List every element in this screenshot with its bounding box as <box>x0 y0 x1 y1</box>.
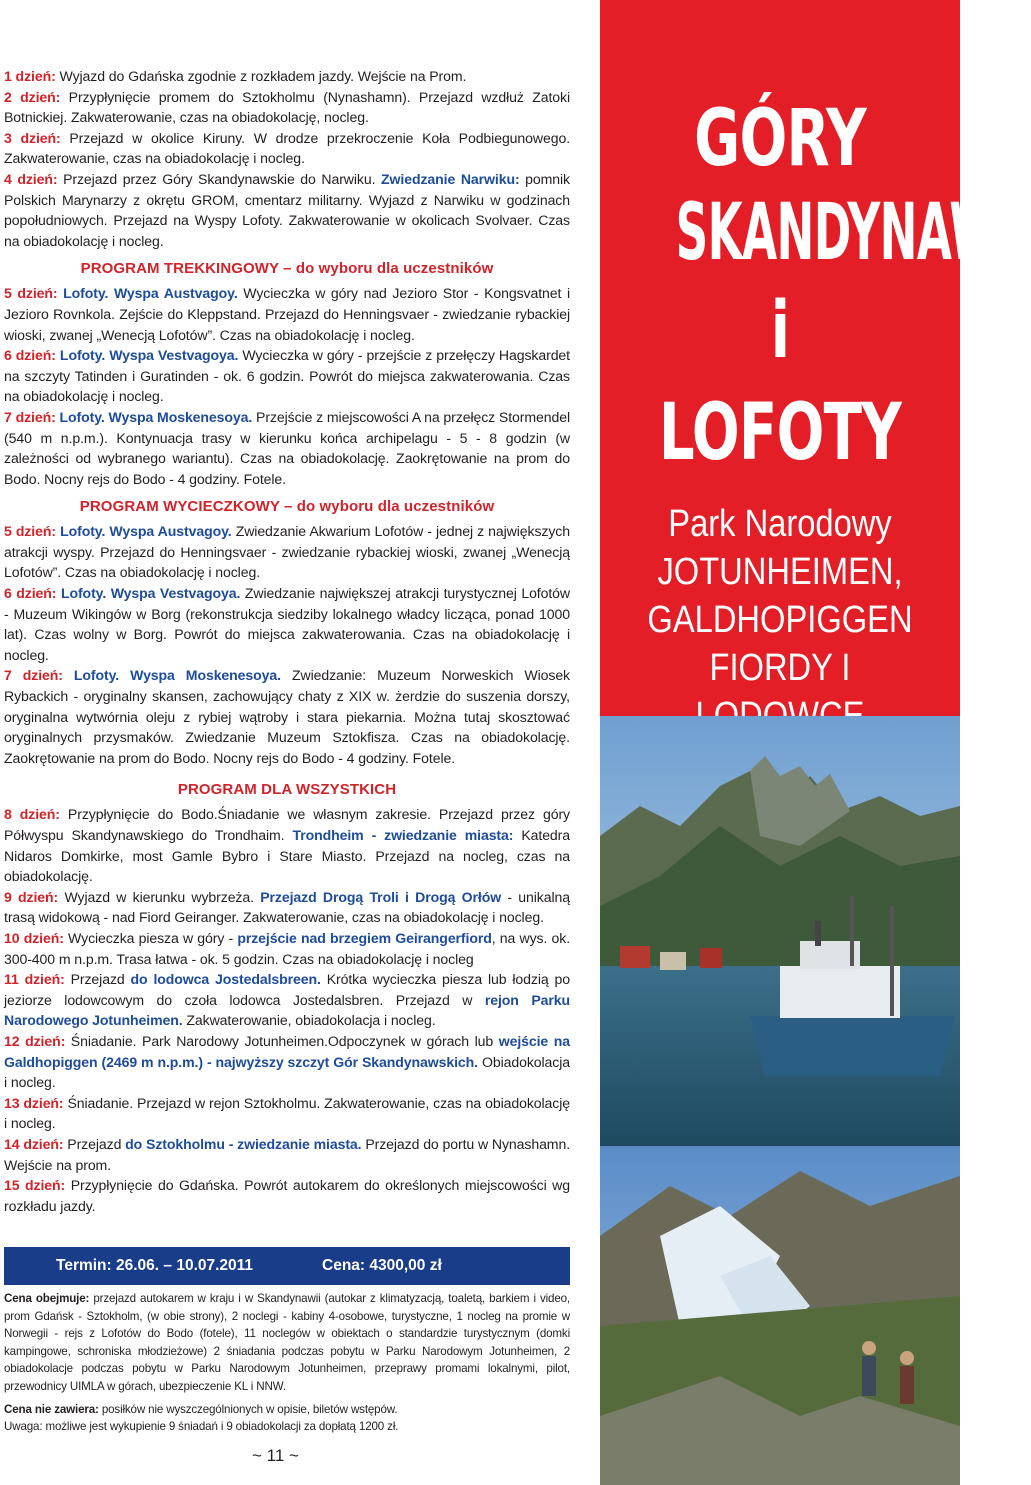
day-4: 4 dzień: Przejazd przez Góry Skandynawskie do Narwiku. Zwiedzanie Narwiku: pomnik Polskich Marynarzy z okrętu GROM, cmentarz militarny. Wyjazd z Narwiku w godzinach popołudniowych. Przejazd na Wyspy Lofoty. Zakwaterowanie w okolicach Svolvaer. Czas na obiadokolację i nocleg. <box>4 170 570 249</box>
price-notes <box>4 1290 570 1441</box>
day-3: 3 dzień: Przejazd w okolice Kiruny. W drodze przekroczenie Koła Podbiegunowego. Zakwaterowanie, czas na obiadokolację i nocleg. <box>4 129 571 167</box>
title-banner <box>600 0 1031 716</box>
subtitle-line-4: FIORDY I <box>709 647 851 689</box>
day-12: 12 dzień: Śniadanie. Park Narodowy Jotunheimen.Odpoczynek w górach lub wejście na Galdhopiggen (2469 m n.p.m.) - najwyższy szczyt Gór Skandynawskich. Obiadokolacja i nocleg. <box>4 1032 571 1091</box>
trek-day-7: 7 dzień: Lofoty. Wyspa Moskenesoya. Przejście z miejscowości A na przełęcz Stormendel (540 m n.p.m.). Kontynuacja trasy w kierunku końca archipelagu - 5 - 8 godzin (w zależności od wybranego wariantu). Czas na obiadokolację. Zaokrętowanie na prom do Bodo. Nocny rejs do Bodo - 4 godziny. Fotele. <box>4 408 571 487</box>
trekking-heading: PROGRAM TREKKINGOWY – do wyboru dla uczestników <box>80 260 494 278</box>
day-label: 2 dzień: <box>4 88 61 105</box>
itinerary-intro <box>4 66 570 251</box>
trekking-program <box>4 283 570 489</box>
term-label: Termin: 26.06. – 10.07.2011 <box>56 1257 254 1274</box>
title-line-3: i LOFOTY <box>658 286 902 478</box>
price-includes: Cena obejmuje: przejazd autokarem w kraju i w Skandynawii (autokar z klimatyzacją, toaletą, barkiem i video, prom Gdańsk - Sztokholm, (w obie strony), 2 noclegi - kabiny 4-osobowe, turystyczne, 1 nocleg na promie w Norwegii - rejs z Lofotów do Bodo (fotele), 11 noclegów w obiektach o standardzie turystycznym (domki kampingowe, schroniska młodzieżowe) 2 śniadania podczas pobytu w Parku Narodowym Jotunheimen, 2 obiadokolacje podczas pobytu w Parku Narodowym Jotunheimen, przeprawy promami lokalnymi, pilot, przewodnicy UIMLA w górach, ubezpieczenie KL i NNW. <box>4 1292 570 1393</box>
excursion-heading: PROGRAM WYCIECZKOWY – do wyboru dla uczestników <box>79 498 495 516</box>
day-14: 14 dzień: Przejazd do Sztokholmu - zwiedzanie miasta. Przejazd do portu w Nynashamn. Wejście na prom. <box>4 1135 571 1173</box>
subtitle-line-1: Park Narodowy <box>668 503 892 545</box>
day-11: 11 dzień: Przejazd do lodowca Jostedalsbreen. Krótka wycieczka piesza lub łodzią po jeziorze lodowcowym do czoła lodowca Jostedalsbren. Przejazd w rejon Parku Narodowego Jotunheimen. Zakwaterowanie, obiadokolacja i nocleg. <box>4 971 570 1029</box>
day-13: 13 dzień: Śniadanie. Przejazd w rejon Sztokholmu. Zakwaterowanie, czas na obiadokolację i nocleg. <box>4 1094 570 1132</box>
title-line-2: SKANDYNAWII <box>675 188 1031 278</box>
excursion-day-7: 7 dzień: Lofoty. Wyspa Moskenesoya. Zwiedzanie: Muzeum Norweskich Wiosek Rybackich - oryginalny skansen, zachowujący chaty z XIX w. żerdzie do suszenia dorszy, oryginalna wytwórnia oleju z rybiej wątroby i stara piekarnia. Można tutaj skosztować oryginalnych przysmaków. Zwiedzanie Muzeum Sztokfisza. Czas na obiadokolację. Zaokrętowanie na prom do Bodo. Nocny rejs do Bodo - 4 godziny. Fotele. <box>4 667 571 766</box>
day-9: 9 dzień: Wyjazd w kierunku wybrzeża. Przejazd Drogą Troli i Drogą Orłów - unikalną trasą widokową - nad Fiord Geiranger. Zakwaterowanie, czas na obiadokolację i nocleg. <box>4 888 570 926</box>
excursion-day-6: 6 dzień: Lofoty. Wyspa Vestvagoya. Zwiedzanie największej atrakcji turystycznej Lofotów - Muzeum Wikingów w Borg (rekonstrukcja siedziby lokalnego władcy licząca, ponad 1000 lat). Czas wolny w Borg. Powrót do miejsca zakwaterowania. Czas na obiadokolację i nocleg. <box>4 585 570 663</box>
landscape-photo <box>600 716 960 1485</box>
trek-day-5: 5 dzień: Lofoty. Wyspa Austvagoy. Wycieczka w góry nad Jezioro Stor - Kongsvatnet i Jezioro Rovnkola. Zejście do Kleppstand. Przejazd do Henningsvaer - zwiedzanie rybackiej wioski, zwanej „Wenecją Lofotów”. Czas na obiadokolację i nocleg. <box>4 285 570 343</box>
common-program <box>4 804 570 1216</box>
common-heading: PROGRAM DLA WSZYSTKICH <box>177 781 397 799</box>
subtitle-line-2: JOTUNHEIMEN, <box>657 551 903 593</box>
subtitle-line-3: GALDHOPIGGEN <box>647 599 913 641</box>
excursion-program <box>4 521 570 768</box>
day-label: 1 dzień: <box>4 68 56 84</box>
day-1: 1 dzień: Wyjazd do Gdańska zgodnie z rozkładem jazdy. Wejście na Prom. <box>4 68 467 84</box>
trek-day-6: 6 dzień: Lofoty. Wyspa Vestvagoya. Wycieczka w góry - przejście z przełęczy Hagskardet na szczyty Tatinden i Guratinden - ok. 6 godzin. Powrót do miejsca zakwaterowania. Czas na obiadokolację i nocleg. <box>4 347 570 405</box>
day-label: 3 dzień: <box>4 129 61 146</box>
day-label: 4 dzień: <box>4 170 58 187</box>
day-8: 8 dzień: Przypłynięcie do Bodo.Śniadanie we własnym zakresie. Przejazd przez góry Półwyspu Skandynawskiego do Trondhaim. Trondheim - zwiedzanie miasta: Katedra Nidaros Domkirke, most Gamle Bybro i Stare Miasto. Przejazd na nocleg, czas na obiadokolację. <box>4 806 571 885</box>
day-10: 10 dzień: Wycieczka piesza w góry - przejście nad brzegiem Geirangerfiord, na wys. ok. 300-400 m n.p.m. Trasa łatwa - ok. 5 godzin. Czas na obiadokolację i nocleg <box>4 929 571 967</box>
excursion-day-5: 5 dzień: Lofoty. Wyspa Austvagoy. Zwiedzanie Akwarium Lofotów - jednej z największych atrakcji wyspy. Przejazd do Henningsvaer - zwiedzanie rybackiej wioski, zwanej „Wenecją Lofotów”. Czas na obiadokolację i nocleg. <box>4 523 570 581</box>
price-excludes: Cena nie zawiera: posiłków nie wyszczególnionych w opisie, biletów wstępów. <box>4 1402 398 1416</box>
day-15: 15 dzień: Przypłynięcie do Gdańska. Powrót autokarem do określonych miejscowości wg rozkładu jazdy. <box>4 1177 570 1214</box>
page-number: ~ 11 ~ <box>252 1446 299 1465</box>
fjord-glacier-illustration <box>600 716 960 1485</box>
day-2: 2 dzień: Przypłynięcie promem do Sztokholmu (Nynashamn). Przejazd wzdłuż Zatoki Botnickiej. Zakwaterowanie, czas na obiadokolację, nocleg. <box>4 88 570 126</box>
title-line-1: GÓRY <box>694 94 866 184</box>
program-text <box>4 66 570 1216</box>
term-price-bar <box>4 1247 570 1285</box>
remark: Uwaga: możliwe jest wykupienie 9 śniadań i 9 obiadokolacji za dopłatą 1200 zł. <box>4 1420 399 1434</box>
price-label: Cena: 4300,00 zł <box>322 1257 442 1274</box>
